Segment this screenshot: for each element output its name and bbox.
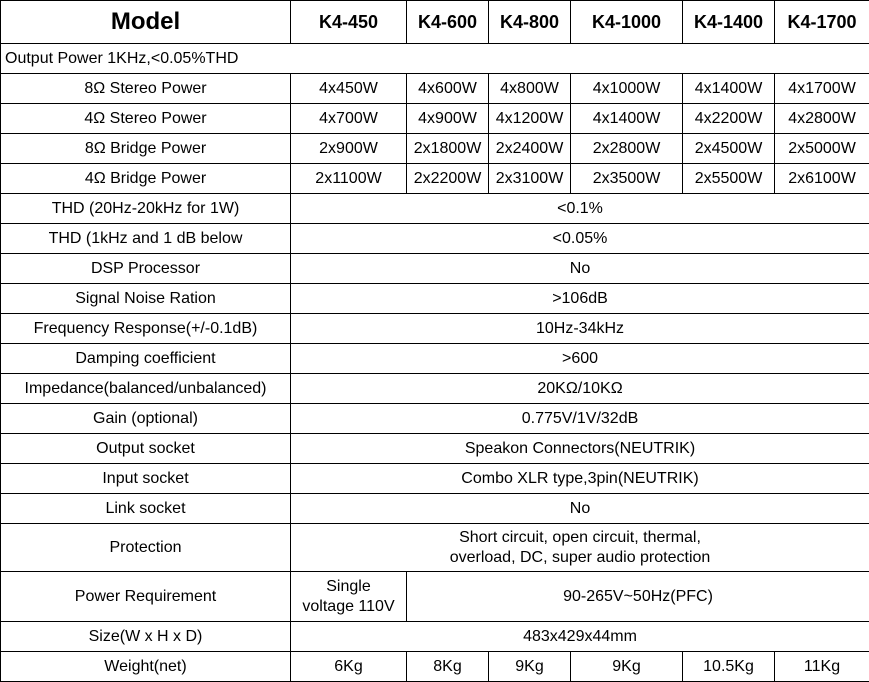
thd-1khz-label-text: THD (1kHz and 1 dB below (48, 229, 243, 247)
table-row (1, 374, 869, 404)
table-row (1, 164, 869, 194)
table-row (1, 652, 869, 682)
table-cell: 2x2800W (571, 134, 683, 164)
table-row (1, 434, 869, 464)
table-cell: 4x1400W (571, 104, 683, 134)
table-row (1, 464, 869, 494)
table-cell: 2x3100W (489, 164, 571, 194)
table-cell: 2x1800W (407, 134, 489, 164)
row-label-weight: Weight(net) (1, 652, 291, 682)
table-cell: 2x2200W (407, 164, 489, 194)
row-label-dsp: DSP Processor (1, 254, 291, 284)
table-cell: 2x4500W (683, 134, 775, 164)
row-label-damping: Damping coefficient (1, 344, 291, 374)
table-cell: 2x6100W (775, 164, 869, 194)
row-label-protection: Protection (1, 524, 291, 572)
table-cell: 6Kg (291, 652, 407, 682)
size-value: 483x429x44mm (291, 622, 869, 652)
table-row (1, 224, 869, 254)
table-row (1, 344, 869, 374)
table-cell: 2x5000W (775, 134, 869, 164)
table-row (1, 572, 869, 622)
row-label-output-socket: Output socket (1, 434, 291, 464)
table-row (1, 284, 869, 314)
table-row (1, 622, 869, 652)
input-socket-value: Combo XLR type,3pin(NEUTRIK) (291, 464, 869, 494)
thd-1khz-value: <0.05% (291, 224, 869, 254)
frequency-value: 10Hz-34kHz (291, 314, 869, 344)
model-k4-450: K4-450 (291, 1, 407, 44)
model-k4-1700: K4-1700 (775, 1, 869, 44)
row-label-input-socket: Input socket (1, 464, 291, 494)
row-label-8ohm-stereo: 8Ω Stereo Power (1, 74, 291, 104)
model-k4-800: K4-800 (489, 1, 571, 44)
single-voltage-line-1: Single (326, 577, 371, 595)
row-label-snr: Signal Noise Ration (1, 284, 291, 314)
row-label-4ohm-stereo: 4Ω Stereo Power (1, 104, 291, 134)
table-cell: 11Kg (775, 652, 869, 682)
row-label-thd-1w: THD (20Hz-20kHz for 1W) (1, 194, 291, 224)
row-label-link-socket: Link socket (1, 494, 291, 524)
protection-line-1: Short circuit, open circuit, thermal, (459, 528, 701, 546)
table-cell: 4x600W (407, 74, 489, 104)
header-row (1, 1, 869, 44)
table-cell: 4x1000W (571, 74, 683, 104)
table-row (1, 134, 869, 164)
table-row (1, 404, 869, 434)
table-row (1, 74, 869, 104)
table-cell: 2x1100W (291, 164, 407, 194)
row-label-power-requirement: Power Requirement (1, 572, 291, 622)
table-row (1, 104, 869, 134)
table-cell: 2x5500W (683, 164, 775, 194)
dsp-value: No (291, 254, 869, 284)
row-label-gain: Gain (optional) (1, 404, 291, 434)
damping-value: >600 (291, 344, 869, 374)
table-row (1, 254, 869, 284)
table-cell: 10.5Kg (683, 652, 775, 682)
protection-value (291, 524, 869, 572)
snr-value: >106dB (291, 284, 869, 314)
table-cell: 4x1200W (489, 104, 571, 134)
output-socket-value: Speakon Connectors(NEUTRIK) (291, 434, 869, 464)
model-k4-600: K4-600 (407, 1, 489, 44)
row-label-8ohm-bridge: 8Ω Bridge Power (1, 134, 291, 164)
table-cell: 4x700W (291, 104, 407, 134)
thd-1w-value: <0.1% (291, 194, 869, 224)
table-cell: 4x900W (407, 104, 489, 134)
table-cell: 2x2400W (489, 134, 571, 164)
table-row (1, 524, 869, 572)
single-voltage-line-2: voltage 110V (302, 597, 395, 615)
model-header: Model (1, 1, 291, 44)
table-cell: 4x2200W (683, 104, 775, 134)
table-cell: 4x1400W (683, 74, 775, 104)
table-cell: 8Kg (407, 652, 489, 682)
table-cell: 4x1700W (775, 74, 869, 104)
power-requirement-value: 90-265V~50Hz(PFC) (407, 572, 869, 622)
model-k4-1000: K4-1000 (571, 1, 683, 44)
impedance-value: 20KΩ/10KΩ (291, 374, 869, 404)
output-power-section: Output Power 1KHz,<0.05%THD (1, 44, 869, 74)
row-label-4ohm-bridge: 4Ω Bridge Power (1, 164, 291, 194)
table-cell: 9Kg (489, 652, 571, 682)
row-label-size: Size(W x H x D) (1, 622, 291, 652)
table-cell: 4x450W (291, 74, 407, 104)
table-row (1, 194, 869, 224)
model-k4-1400: K4-1400 (683, 1, 775, 44)
single-voltage-value (291, 572, 407, 622)
link-socket-value: No (291, 494, 869, 524)
table-cell: 9Kg (571, 652, 683, 682)
protection-line-2: overload, DC, super audio protection (449, 548, 711, 566)
table-row (1, 314, 869, 344)
row-label-impedance: Impedance(balanced/unbalanced) (1, 374, 291, 404)
table-cell: 2x3500W (571, 164, 683, 194)
output-power-section-row (1, 44, 869, 74)
table-cell: 4x800W (489, 74, 571, 104)
table-cell: 2x900W (291, 134, 407, 164)
gain-value: 0.775V/1V/32dB (291, 404, 869, 434)
row-label-thd-1khz (1, 224, 291, 254)
row-label-frequency: Frequency Response(+/-0.1dB) (1, 314, 291, 344)
table-row (1, 494, 869, 524)
table-cell: 4x2800W (775, 104, 869, 134)
